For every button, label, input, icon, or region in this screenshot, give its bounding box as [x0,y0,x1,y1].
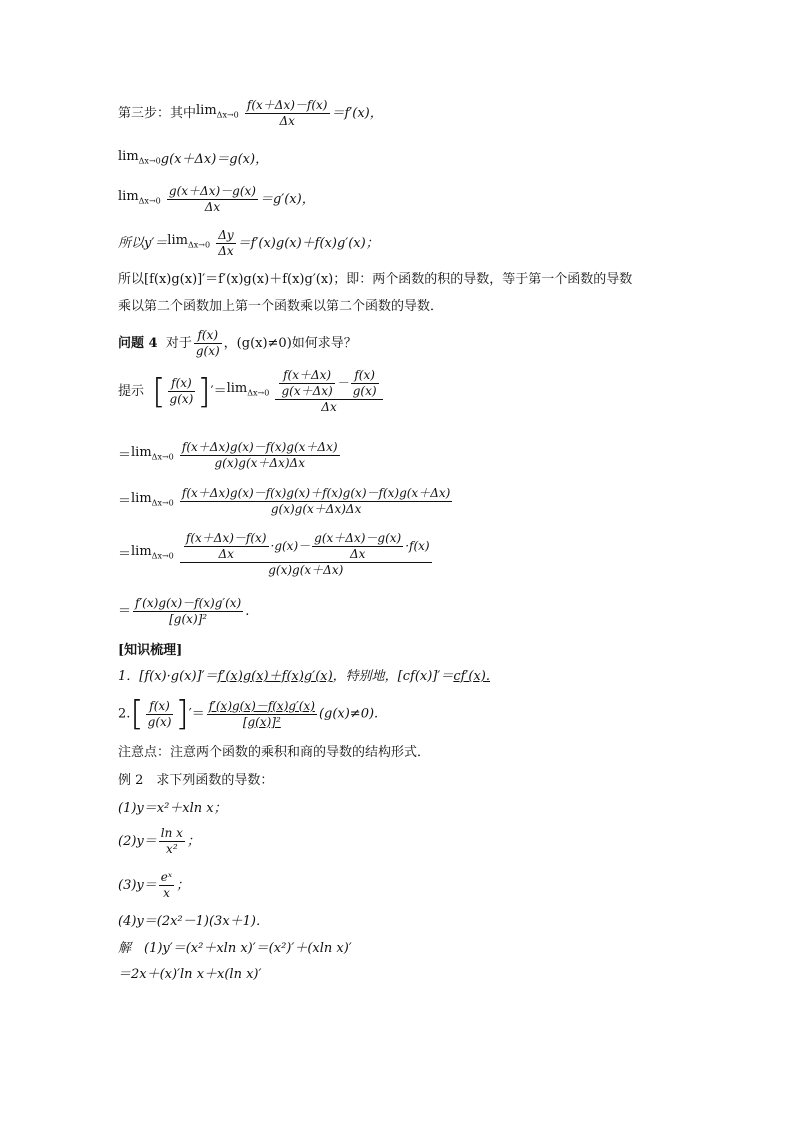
product-rule-line-2: 乘以第二个函数加上第一个函数乘以第二个函数的导数． [118,299,444,314]
question-label: 问题 4 [118,336,158,351]
fraction [133,596,243,627]
denominator: Δx [218,244,234,258]
lim-word: lim [131,491,152,507]
answer-blank: cf′(x). [453,669,490,684]
fraction [159,826,185,857]
denominator: Δx [279,114,295,128]
numerator: f(x) [351,368,379,384]
fraction [312,531,403,562]
limit-operator [196,105,239,122]
denominator: x² [166,842,178,856]
denominator: g(x)g(x＋Δx)Δx [270,502,362,516]
denominator: [g(x)]² [169,612,208,626]
fraction [168,376,196,407]
compound-numerator [180,531,432,563]
lim-sub: Δx→0 [138,156,161,166]
question-suffix: ，(g(x)≠0)如何求导？ [223,336,357,351]
denominator: Δx [321,400,337,414]
fraction [184,531,269,562]
right-bracket: ] [197,371,211,412]
fraction [159,870,174,901]
derivation-step-2 [118,486,454,517]
prime-equals: ′＝ [188,706,205,722]
compound-numerator [275,368,382,400]
numerator: f(x) [168,376,196,392]
equals: ＝ [118,494,132,509]
example-2-item-4: (4)y＝(2x²－1)(3x＋1)． [118,914,270,929]
denominator: g(x) [147,714,172,729]
prime-equals: ′＝ [210,384,227,399]
example-2-item-2 [118,826,200,857]
left-bracket: [ [152,371,166,412]
fraction [180,486,452,517]
item-suffix: ； [176,878,190,893]
denominator: [g(x)]² [242,714,281,729]
denominator: g(x) [195,344,220,358]
denominator: g(x) [169,392,194,406]
denominator: Δx [204,200,221,214]
limit-operator [131,546,174,563]
denominator: Δx [218,547,234,561]
compound-fraction [180,531,432,578]
numerator: eˣ [160,870,173,884]
lim-sub: Δx→0 [151,551,174,561]
lim-word: lim [118,189,139,205]
numerator: f′(x)g(x)－f(x)g′(x) [208,698,315,713]
hint-line [118,368,385,415]
item-middle: ，特别地，[cf(x)]′＝ [332,669,454,684]
numerator: f(x＋Δx)－f(x) [185,531,267,545]
lim-sub: Δx→0 [187,240,211,250]
limit-operator [167,235,210,252]
gprime-line [118,184,315,215]
numerator: g(x＋Δx)－g(x) [168,184,256,198]
lim-sub: Δx→0 [247,388,270,398]
step3-line [118,98,383,129]
yprime-prefix: 所以y′＝ [118,236,168,251]
lim-word: lim [118,149,139,165]
derivation-step-1 [118,440,342,471]
denominator: g(x)g(x＋Δx)Δx [214,456,305,470]
numerator: f(x) [194,328,222,344]
hint-label: 提示 [118,384,145,399]
limit-operator [227,383,270,400]
note-line: 注意点：注意两个函数的乘积和商的导数的结构形式． [118,745,431,760]
lim-sub: Δx→0 [138,196,161,206]
denominator: g(x＋Δx) [281,384,333,398]
step3-prefix: 第三步：其中 [118,106,197,121]
right-bracket: ] [175,694,189,734]
numerator: ln x [160,826,183,840]
fraction [351,368,379,399]
knowledge-item-2 [118,694,379,734]
numerator: f′(x)g(x)－f(x)g′(x) [135,596,242,610]
denominator: Δx [349,547,366,561]
example-2-item-1: (1)y＝x²＋xln x； [118,801,227,816]
numerator: f(x＋Δx)g(x)－f(x)g(x＋Δx) [181,440,338,454]
minus: － [336,376,349,390]
limit-g-text: g(x＋Δx)＝g(x)， [160,152,269,167]
numerator: f(x＋Δx)－f(x) [246,98,328,112]
question-prefix: 对于 [165,336,192,351]
fraction [245,98,330,129]
fraction [216,228,235,259]
limit-operator [118,191,161,208]
compound-fraction [275,368,382,415]
numerator: Δy [218,228,234,242]
lim-word: lim [196,103,217,119]
derivation-step-4 [118,596,249,627]
example-2-item-3 [118,870,189,901]
limit-operator [131,447,174,464]
item-prefix: 1．[f(x)·g(x)]′＝ [118,669,218,684]
limit-g-line [118,151,268,169]
lim-sub: Δx→0 [151,498,174,508]
knowledge-item-1 [118,668,490,686]
lim-word: lim [131,445,152,461]
condition: (g(x)≠0). [318,706,379,722]
solution-line-1: 解 (1)y′＝(x²＋xln x)′＝(x²)′＋(xln x)′ [118,941,352,956]
denominator: g(x)g(x＋Δx) [268,563,344,577]
knowledge-heading: [知识梳理] [118,643,183,658]
lim-word: lim [226,381,248,397]
fraction [167,184,258,215]
answer-blank: f′(x)g(x)＋f(x)g′(x) [217,669,333,684]
end-term: ·f(x) [405,539,430,553]
numerator: f(x＋Δx)g(x)－f(x)g(x)＋f(x)g(x)－f(x)g(x＋Δx) [181,486,451,500]
result: ＝f′(x)g(x)＋f(x)g′(x)； [237,236,379,251]
example-2-title: 例 2 求下列函数的导数： [118,773,274,788]
product-rule-line: 所以[f(x)g(x)]′＝f′(x)g(x)＋f(x)g′(x)；即：两个函数的积的导数，等于第一个函数的导数 [118,272,633,287]
equals: ＝ [118,604,132,619]
limit-operator [131,493,174,510]
item-prefix: 2. [118,706,131,722]
lim-sub: Δx→0 [151,452,174,462]
result: ＝f′(x)， [331,106,383,121]
question-4 [118,328,357,359]
item-prefix: (2)y＝ [118,834,157,849]
fraction [146,699,174,730]
numerator: f(x＋Δx) [279,368,334,384]
denominator: g(x) [352,384,377,398]
item-prefix: (3)y＝ [118,878,157,893]
period: . [245,604,250,619]
solution-line-2: ＝2x＋(x)′ln x＋x(ln x)′ [118,967,262,982]
equals: ＝ [118,547,132,562]
result: ＝g′(x)， [259,192,315,207]
derivation-step-3 [118,531,434,578]
equals: ＝ [118,448,132,463]
limit-operator [118,151,161,168]
numerator: g(x＋Δx)－g(x) [314,531,402,545]
item-suffix: ； [186,834,200,849]
answer-fraction [207,699,317,730]
lim-sub: Δx→0 [216,110,239,120]
fraction [180,440,340,471]
fraction [279,368,334,399]
lim-word: lim [167,233,188,249]
numerator: f(x) [146,699,174,715]
fraction [194,328,222,359]
denominator: x [163,886,170,900]
lim-word: lim [131,544,152,560]
yprime-line [118,228,379,259]
middle-term: ·g(x)－ [270,539,311,553]
left-bracket: [ [130,694,144,734]
